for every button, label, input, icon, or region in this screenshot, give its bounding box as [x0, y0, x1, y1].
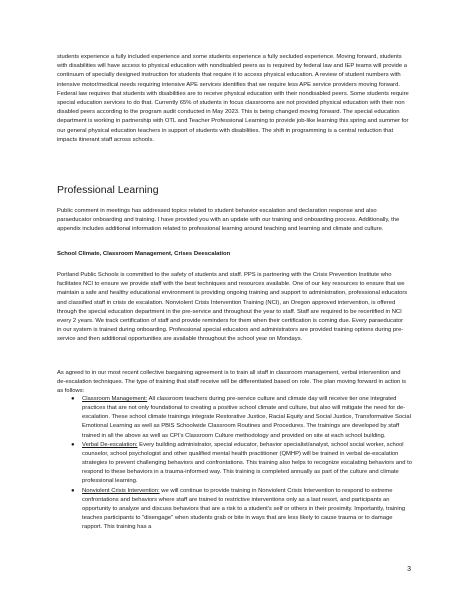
list-item — [71, 441, 412, 487]
bullet-term: Nonviolent Crisis Intervention: — [82, 487, 160, 494]
bullet-term: Verbal De-escalation: — [82, 441, 138, 448]
bullet-text: Every building administrator, special educator, behavior specialist/analyst, school social worker, school counselor, school psychologist and other qualified mental health practitioner (QMHP) will be trained in verbal de-escalation strategies to prevent challenging behaviors and confrontations. This training also helps to recognize escalating behaviors and to respond to these behaviors in a trauma-informed way. This training is completed annually as part of the culture and climate professional learning. — [82, 441, 412, 485]
section-heading: Professional Learning — [57, 184, 159, 196]
bargaining-paragraph: As agreed to in our most recent collective bargaining agreement is to train all staff in classroom management, verbal intervention and de-escalation techniques. The type of training that staff receive will be differentiated based on role. The plan moving forward in action is as follows: — [57, 370, 407, 395]
bullet-icon: ● — [71, 396, 75, 402]
safety-paragraph: Portland Public Schools is committed to the safety of students and staff. PPS is partnering with the Crisis Prevention Institute who facilitates NCI to ensure we provide staff with the best techniques and resources available. One of our key resources to ensure that we maintain a safe and healthy educational environment is providing ongoing training and support to administration, professional educators and classified staff in crisis de escalation. Nonviolent Crisis Intervention Training (NCI), an Oregon approved intervention, is offered through the special education department in the pre-service and throughout the year to staff. Staff are required to be recertified in NCI every 2 years. We track certification of staff and provide reminders for them when their certification is coming due. Every paraeducator in our system is trained during onboarding. Professional special educators and administrators are provided training options during pre-service and then additional opportunities are available throughout the school year on Mondays. — [57, 272, 408, 343]
bullet-text: All classroom teachers during pre-service culture and climate day will receive tier one integrated practices that are not only foundational to creating a positive school climate and culture, but also will mitigate the need for de-escalation. These school climate trainings integrate Restorative Justice, Racial Equity and Social Justice, Transformative Social Emotional Learning as well as PBIS Schoolwide Classroom Routines and Procedures. The trainings are developed by staff trained in all the above as well as CPI's Classroom Culture methodology and provided on site at each school building. — [82, 396, 411, 439]
page-number: 3 — [407, 566, 411, 573]
bullet-text: we will continue to provide training in Nonviolent Crisis Intervention to respond to extreme confrontations and behaviors where staff are trained to restrictive interventions only as a last resort, and participants an opportunity to analyze and discuss behaviors that are a risk to a student's self or others in their proximity. Importantly, training teaches participants to "disengage" when students grab or bite in ways that are less likely to cause trauma or to damage rapport. This training has a — [82, 487, 406, 531]
bullet-term: Classroom Management: — [82, 396, 148, 402]
intro-paragraph: students experience a fully included experience and some students experience a fully secluded experience. Moving forward, students with disabilities will have access to physical education with nondisabled peers as is required by federal law and IEP teams will provide a continuum of specially designed instruction for students that require it to access physical education. A review of student numbers with intensive motor/medical needs requiring intensive APE services identifies that we require less APE service providers moving forward. Federal law requires that students with disabilities are to receive physical education with their nondisabled peers. Some students require special education services to do that. Currently 65% of students in focus classrooms are not provided physical education with their non disabled peers according to the program audit conducted in May 2023. This is being changed moving forward. The special education department is working in partnership with OTL and Teacher Professional Learning to provide job-like learning this spring and summer for our general physical education teachers in support of students with disabilities. The shift in programming is a central reduction that impacts itinerant staff across schools. — [57, 54, 409, 143]
training-plan-list — [71, 395, 412, 532]
subheading: School Climate, Classroom Management, Crises Deescalation — [57, 251, 231, 257]
bullet-icon: ● — [71, 487, 75, 494]
list-item — [71, 487, 412, 533]
list-item — [71, 395, 412, 441]
bullet-icon: ● — [71, 441, 75, 448]
professional-learning-paragraph: Public comment in meetings has addressed topics related to student behavior escalation and declaration response and also paraeducator onboarding and training. I have provided you with an update with our training and onboarding process. Additionally, the appendix includes additional information related to professional learning around teaching and learning and climate and culture. — [57, 208, 400, 233]
